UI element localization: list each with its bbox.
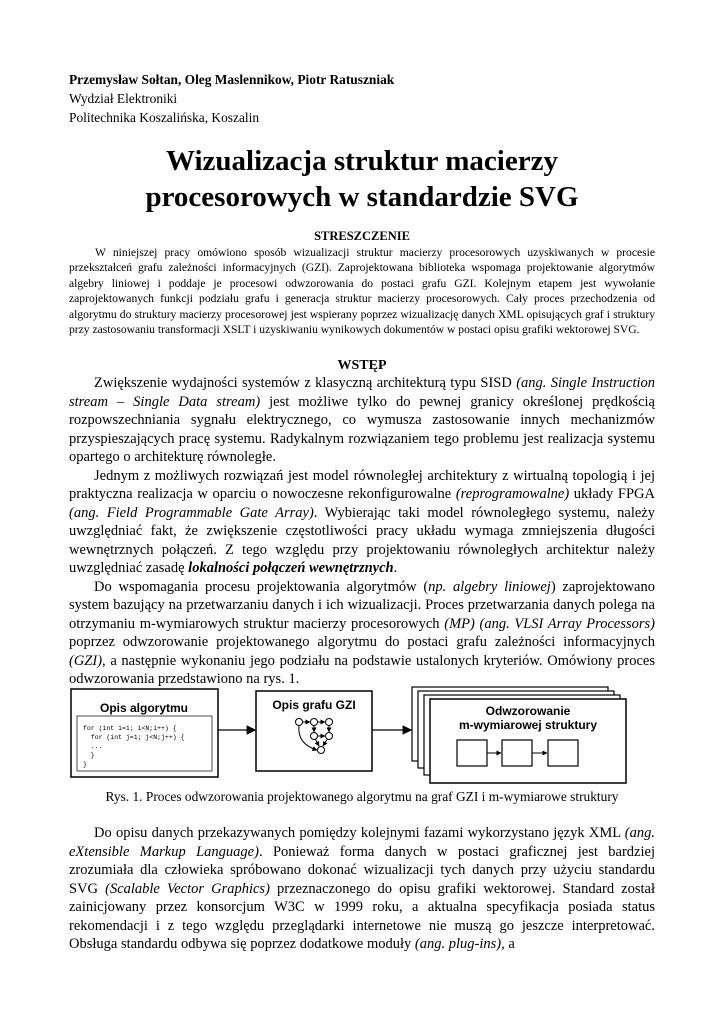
- abstract-heading: STRESZCZENIE: [314, 229, 410, 243]
- code-line: }: [83, 752, 95, 759]
- intro-heading: WSTĘP: [337, 358, 387, 373]
- intro-paragraph-2: [69, 467, 655, 578]
- text-run: układy FPGA: [569, 486, 655, 502]
- figure-1-diagram: [69, 684, 655, 794]
- title-line-1: Wizualizacja struktur macierzy: [166, 145, 558, 177]
- code-line: ...: [83, 743, 103, 750]
- italic-term: (ang. Field Programmable Gate Array): [69, 504, 314, 521]
- algorithm-box: [71, 689, 218, 777]
- text-run: Do opisu danych przekazywanych pomiędzy kolejnymi fazami wykorzystano język XML: [94, 825, 625, 841]
- figure-caption: Rys. 1. Proces odwzorowania projektowanego algorytmu na graf GZI i m-wymiarowe struktury: [105, 789, 619, 804]
- code-line: }: [83, 761, 87, 768]
- text-run: Zwiększenie wydajności systemów z klasyczną architekturą typu SISD: [94, 375, 517, 391]
- italic-term: (Scalable Vector Graphics): [105, 880, 270, 897]
- processor-cell: [548, 740, 578, 766]
- italic-term: (GZI): [69, 652, 103, 669]
- paper-title: [69, 143, 655, 215]
- author-block: [69, 70, 394, 127]
- text-run: poprzez odwzorowanie projektowanego algorytmu do postaci grafu zależności informacyjnych: [69, 634, 655, 650]
- mapping-title-line-1: Odwzorowanie: [485, 704, 571, 718]
- italic-term: (MP) (ang. VLSI Array Processors): [444, 615, 655, 632]
- italic-term: np. algebry liniowej: [428, 578, 551, 595]
- italic-term: (ang. eXtensible Markup Language): [69, 825, 655, 860]
- mapping-title-line-2: m-wymiarowej struktury: [458, 718, 598, 732]
- title-line-2: procesorowych w standardzie SVG: [145, 181, 579, 213]
- text-run: ) zaprojektowano system bazujący na przetwarzaniu danych i ich wizualizacji. Proces przetwarzania danych polega na otrzymaniu m-wymiarowych struktur macierzy procesorowych: [69, 578, 655, 632]
- algorithm-box-title: Opis algorytmu: [99, 701, 189, 715]
- abstract-text: W niniejszej pracy omówiono sposób wizualizacji struktur macierzy procesorowych uzyskiwanych w procesie przekształceń grafu zależności informacyjnych (GZI). Zaprojektowana biblioteka wspomaga projektowanie algorytmów algebry liniowej i poddaje je procesowi odwzorowania do postaci grafu GZI. Kolejnym etapem jest wywołanie zaprojektowanych funkcji podziału grafu i generacja struktur macierzy procesorowych. Cały proces przechodzenia od algorytmu do struktury macierzy procesorowej jest wspierany poprzez wizualizację danych XML opisujących graf i struktury przy zastosowaniu transformacji XSLT i uzyskiwaniu wynikowych dokumentów w postaci opisu grafiki wektorowej SVG.: [69, 246, 655, 337]
- code-line: for (int j=1; j<N;j++) {: [83, 734, 185, 741]
- text-run: Jednym z możliwych rozwiązań jest model równoległej architektury z wirtualną topologią i jej praktyczna realizacja w oparciu o nowoczesne rekonfigurowalne: [69, 467, 655, 502]
- italic-term: (reprogramowalne): [455, 486, 570, 502]
- text-run: jest możliwe tylko do pewnej granicy określonej prędkością rozpowszechniania sygnału elektrycznego, co wymusza zastosowanie innych mechanizmów przyspieszających pracę systemu. Radykalnym rozwiązaniem tego problemu jest realizacja systemu opartego o architekturę równoległe.: [69, 393, 655, 465]
- italic-term: (ang. plug-ins): [414, 936, 502, 952]
- processor-cell: [502, 740, 532, 766]
- university: Politechnika Koszalińska, Koszalin: [69, 110, 260, 125]
- text-run: . Ponieważ forma danych w postaci graficznej jest bardziej zrozumiała dla człowieka spróbowano dokonać wizualizacji tych danych przy użyciu standardu SVG: [69, 843, 655, 897]
- mapping-box-stack: [412, 687, 626, 783]
- body-section: [69, 824, 655, 954]
- text-run: . Wybierając taki model równoległego systemu, należy uwzględniać fakt, że zwiększenie częstotliwości pracy układu wymaga zmniejszenia długości wewnętrznych połączeń. Z tego względu przy projektowaniu równoległych architektur należy uwzględniać zasadę: [69, 504, 655, 576]
- authors: Przemysław Sołtan, Oleg Maslennikow, Piotr Ratuszniak: [69, 72, 395, 87]
- text-run: .: [393, 560, 398, 576]
- gzi-graph-box: [256, 691, 372, 771]
- intro-section: [69, 374, 655, 689]
- code-line: for (int i=1; i<N;i++) {: [83, 725, 177, 732]
- processor-cell: [457, 740, 487, 766]
- bold-italic-term: lokalności połączeń wewnętrznych: [188, 560, 394, 576]
- department: Wydział Elektroniki: [69, 91, 178, 106]
- text-run: , a: [501, 936, 515, 952]
- gzi-box-title: Opis grafu GZI: [272, 698, 356, 712]
- text-run: , a następnie wykonaniu jego podziału na podstawie ustalonych kryteriów. Omówiony proces odwzorowania przedstawiono na rys. 1.: [69, 652, 655, 687]
- text-run: przeznaczonego do opisu grafiki wektorowej. Standard został zainicjowany przez konsorcjum W3C w 1999 roku, a aktualna specyfikacja posiada status rekomendacji i z tego względu przeglądarki internetowe nie muszą go jeszcze interpretować. Obsługa standardu odbywa się poprzez dodatkowe moduły: [69, 880, 656, 952]
- intro-paragraph-3: [69, 578, 655, 689]
- italic-term: (ang. Single Instruction stream – Single Data stream): [69, 375, 655, 410]
- body-paragraph: [69, 824, 655, 954]
- text-run: Do wspomagania procesu projektowania algorytmów (: [94, 578, 429, 595]
- intro-paragraph-1: [69, 374, 655, 467]
